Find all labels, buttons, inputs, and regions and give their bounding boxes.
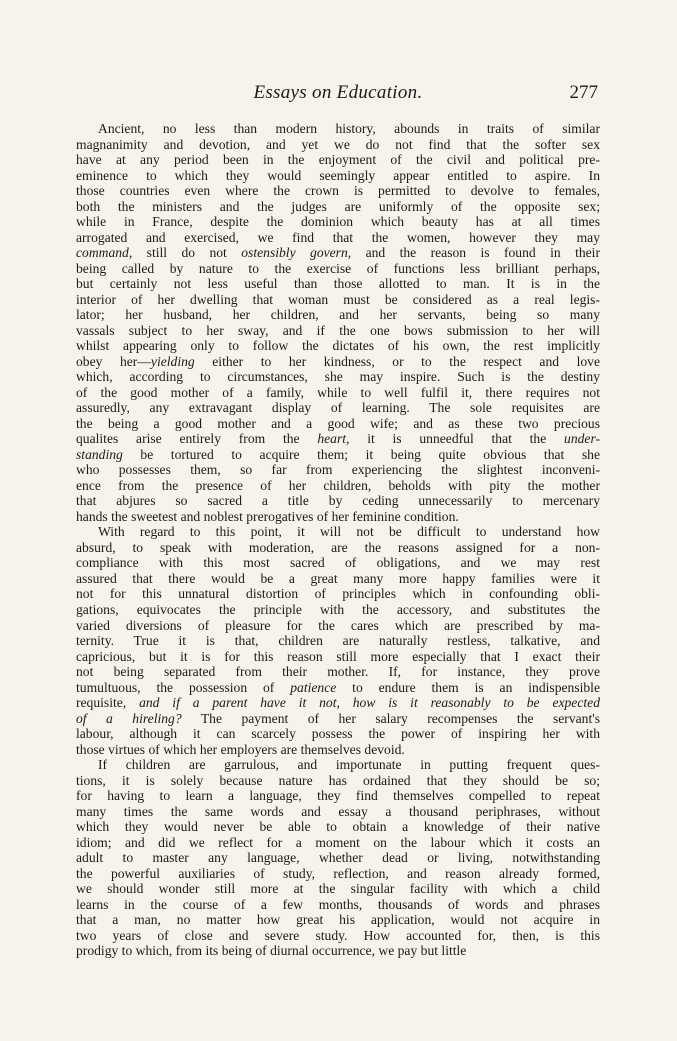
text-run: and the reason is found in their (351, 245, 600, 261)
text-line (76, 819, 600, 835)
paragraph (76, 524, 600, 757)
text-line (76, 245, 600, 261)
text-line (76, 757, 600, 773)
text-run: which, according to circumstances, she may inspire. Such is the destiny (76, 369, 600, 385)
text-line (76, 555, 600, 571)
text-run: vassals subject to her sway, and if the one bows submission to her will (76, 322, 600, 338)
text-line (76, 385, 600, 401)
text-run: learns in the course of a few months, thousands of words and phrases (76, 896, 600, 912)
text-run: that abjures so sacred a title by ceding unnecessarily to mercenary (76, 493, 600, 509)
text-run: of the good mother of a family, while to well fulfil it, there requires not (76, 384, 600, 400)
text-line (76, 354, 600, 370)
text-line (76, 121, 600, 137)
text-line (76, 773, 600, 789)
text-run: for having to learn a language, they find themselves compelled to repeat (76, 788, 600, 804)
text-line (76, 866, 600, 882)
text-run: both the ministers and the judges are uniformly of the opposite sex; (76, 198, 600, 214)
text-line (76, 649, 600, 665)
text-line (76, 137, 600, 153)
text-line (76, 680, 600, 696)
text-line (76, 928, 600, 944)
text-line (76, 881, 600, 897)
text-run: that a man, no matter how great his application, would not acquire in (76, 912, 600, 928)
text-line (76, 462, 600, 478)
text-run: those countries even where the crown is permitted to devolve to females, (76, 183, 600, 199)
text-run: With regard to this point, it will not be difficult to understand how (98, 524, 600, 540)
text-run: absurd, to speak with moderation, are the reasons assigned for a non- (76, 539, 600, 555)
text-run: not being separated from their mother. If, for instance, they prove (76, 664, 600, 680)
text-run: whilst appearing only to follow the dictates of his own, the rest implicitly (76, 338, 600, 354)
text-run: have at any period been in the enjoyment of the civil and political pre- (76, 152, 600, 168)
text-line (76, 912, 600, 928)
italic-text: yielding (150, 353, 195, 369)
text-run: many times the same words and essay a thousand periphrases, without (76, 803, 600, 819)
text-run: Ancient, no less than modern history, abounds in traits of similar (98, 121, 600, 136)
italic-text: command, (76, 245, 133, 261)
page-number: 277 (569, 82, 598, 103)
text-run: it is unneedful that the (349, 431, 565, 447)
running-title: Essays on Education. (253, 82, 423, 103)
text-run: being called by nature to the exercise of functions less brilliant perhaps, (76, 260, 600, 276)
text-line (76, 431, 600, 447)
text-line (76, 323, 600, 339)
text-line (76, 292, 600, 308)
text-run: the powerful auxiliaries of study, reflection, and reason already formed, (76, 865, 600, 881)
text-run: gations, equivocates the principle with the accessory, and substitutes the (76, 601, 600, 617)
text-line (76, 400, 600, 416)
text-line (76, 788, 600, 804)
text-run: tions, it is solely because nature has ordained that they should be so; (76, 772, 600, 788)
text-run: tumultuous, the possession of (76, 679, 291, 695)
text-line (76, 835, 600, 851)
text-line (76, 338, 600, 354)
text-run: idiom; and did we reflect for a moment on the labour which it costs an (76, 834, 600, 850)
text-line (76, 943, 600, 959)
text-run: hands the sweetest and noblest prerogatives of her feminine condition. (76, 508, 459, 524)
text-run: varied diversions of pleasure for the cares which are prescribed by ma- (76, 617, 600, 633)
text-line (76, 742, 600, 758)
text-line (76, 276, 600, 292)
text-line (76, 540, 600, 556)
text-run: while in France, despite the dominion which beauty has at all times (76, 214, 600, 230)
text-line (76, 261, 600, 277)
text-line (76, 524, 600, 540)
text-run: adult to master any language, whether dead or living, notwithstanding (76, 850, 600, 866)
text-run: ence from the presence of her children, beholds with pity the mother (76, 477, 600, 493)
text-line (76, 168, 600, 184)
text-line (76, 447, 600, 463)
italic-text: and if a parent have it not, how is it reasonably to be expected (139, 695, 600, 711)
text-run: but certainly not less useful than those allotted to man. It is in the (76, 276, 600, 292)
text-run: qualites arise entirely from the (76, 431, 318, 447)
italic-text: standing (76, 446, 123, 462)
text-line (76, 307, 600, 323)
text-run: assuredly, any extravagant display of learning. The sole requisites are (76, 400, 600, 416)
text-run: either to her kindness, or to the respect and love (194, 353, 600, 369)
text-line (76, 711, 600, 727)
text-run: If children are garrulous, and importunate in putting frequent ques- (98, 757, 600, 773)
text-run: lator; her husband, her children, and her servants, being so many (76, 307, 600, 323)
text-run: interior of her dwelling that woman must be considered as a real legis- (76, 291, 600, 307)
text-line (76, 478, 600, 494)
text-line (76, 230, 600, 246)
italic-text: under- (564, 431, 600, 447)
text-run: who possesses them, so far from experiencing the slightest inconveni- (76, 462, 600, 478)
text-run: eminence to which they would seemingly appear entitled to aspire. In (76, 167, 600, 183)
text-run: which they would never be able to obtain a knowledge of their native (76, 819, 600, 835)
text-run: the being a good mother and a good wife; and as these two precious (76, 415, 600, 431)
text-run: ternity. True it is that, children are naturally restless, talkative, and (76, 633, 600, 649)
italic-text: of a hireling? (76, 710, 182, 726)
text-run: two years of close and severe study. How accounted for, then, is this (76, 927, 600, 943)
text-run: obey her— (76, 353, 151, 369)
italic-text: heart, (317, 431, 350, 447)
italic-text: patience (290, 679, 337, 695)
text-line (76, 726, 600, 742)
text-run: prodigy to which, from its being of diurnal occurrence, we pay but little (76, 943, 467, 959)
text-run: arrogated and exercised, we find that the women, however they may (76, 229, 600, 245)
text-run: to endure them is an indispensible (336, 679, 600, 695)
text-line (76, 152, 600, 168)
text-line (76, 633, 600, 649)
text-run: labour, although it can scarcely possess the power of inspiring her with (76, 726, 600, 742)
text-run: magnanimity and devotion, and yet we do not find that the softer sex (76, 136, 600, 152)
body-text (76, 121, 600, 959)
text-line (76, 850, 600, 866)
text-run: still do not (132, 245, 242, 261)
text-run: be tortured to acquire them; it being quite obvious that she (122, 446, 600, 462)
paragraph (76, 757, 600, 959)
text-run: requisite, (76, 695, 140, 711)
text-run: those virtues of which her employers are themselves devoid. (76, 741, 405, 757)
text-run: compliance with this most sacred of obligations, and we may rest (76, 555, 600, 571)
text-line (76, 695, 600, 711)
text-line (76, 509, 600, 525)
text-run: capricious, but it is for this reason still more especially that I exact their (76, 648, 600, 664)
text-line (76, 804, 600, 820)
text-line (76, 571, 600, 587)
text-line (76, 199, 600, 215)
text-run: assured that there would be a great many more happy families were it (76, 570, 600, 586)
paragraph (76, 121, 600, 524)
text-line (76, 664, 600, 680)
page-header (78, 82, 598, 108)
text-line (76, 602, 600, 618)
text-line (76, 897, 600, 913)
text-line (76, 586, 600, 602)
text-run: not for this unnatural distortion of principles which in confounding obli- (76, 586, 600, 602)
text-run: we should wonder still more at the singular facility with which a child (76, 881, 600, 897)
text-line (76, 618, 600, 634)
text-line (76, 416, 600, 432)
text-line (76, 183, 600, 199)
text-line (76, 214, 600, 230)
text-line (76, 369, 600, 385)
text-run: The payment of her salary recompenses the servant's (181, 710, 600, 726)
text-line (76, 493, 600, 509)
italic-text: ostensibly govern, (241, 245, 352, 261)
